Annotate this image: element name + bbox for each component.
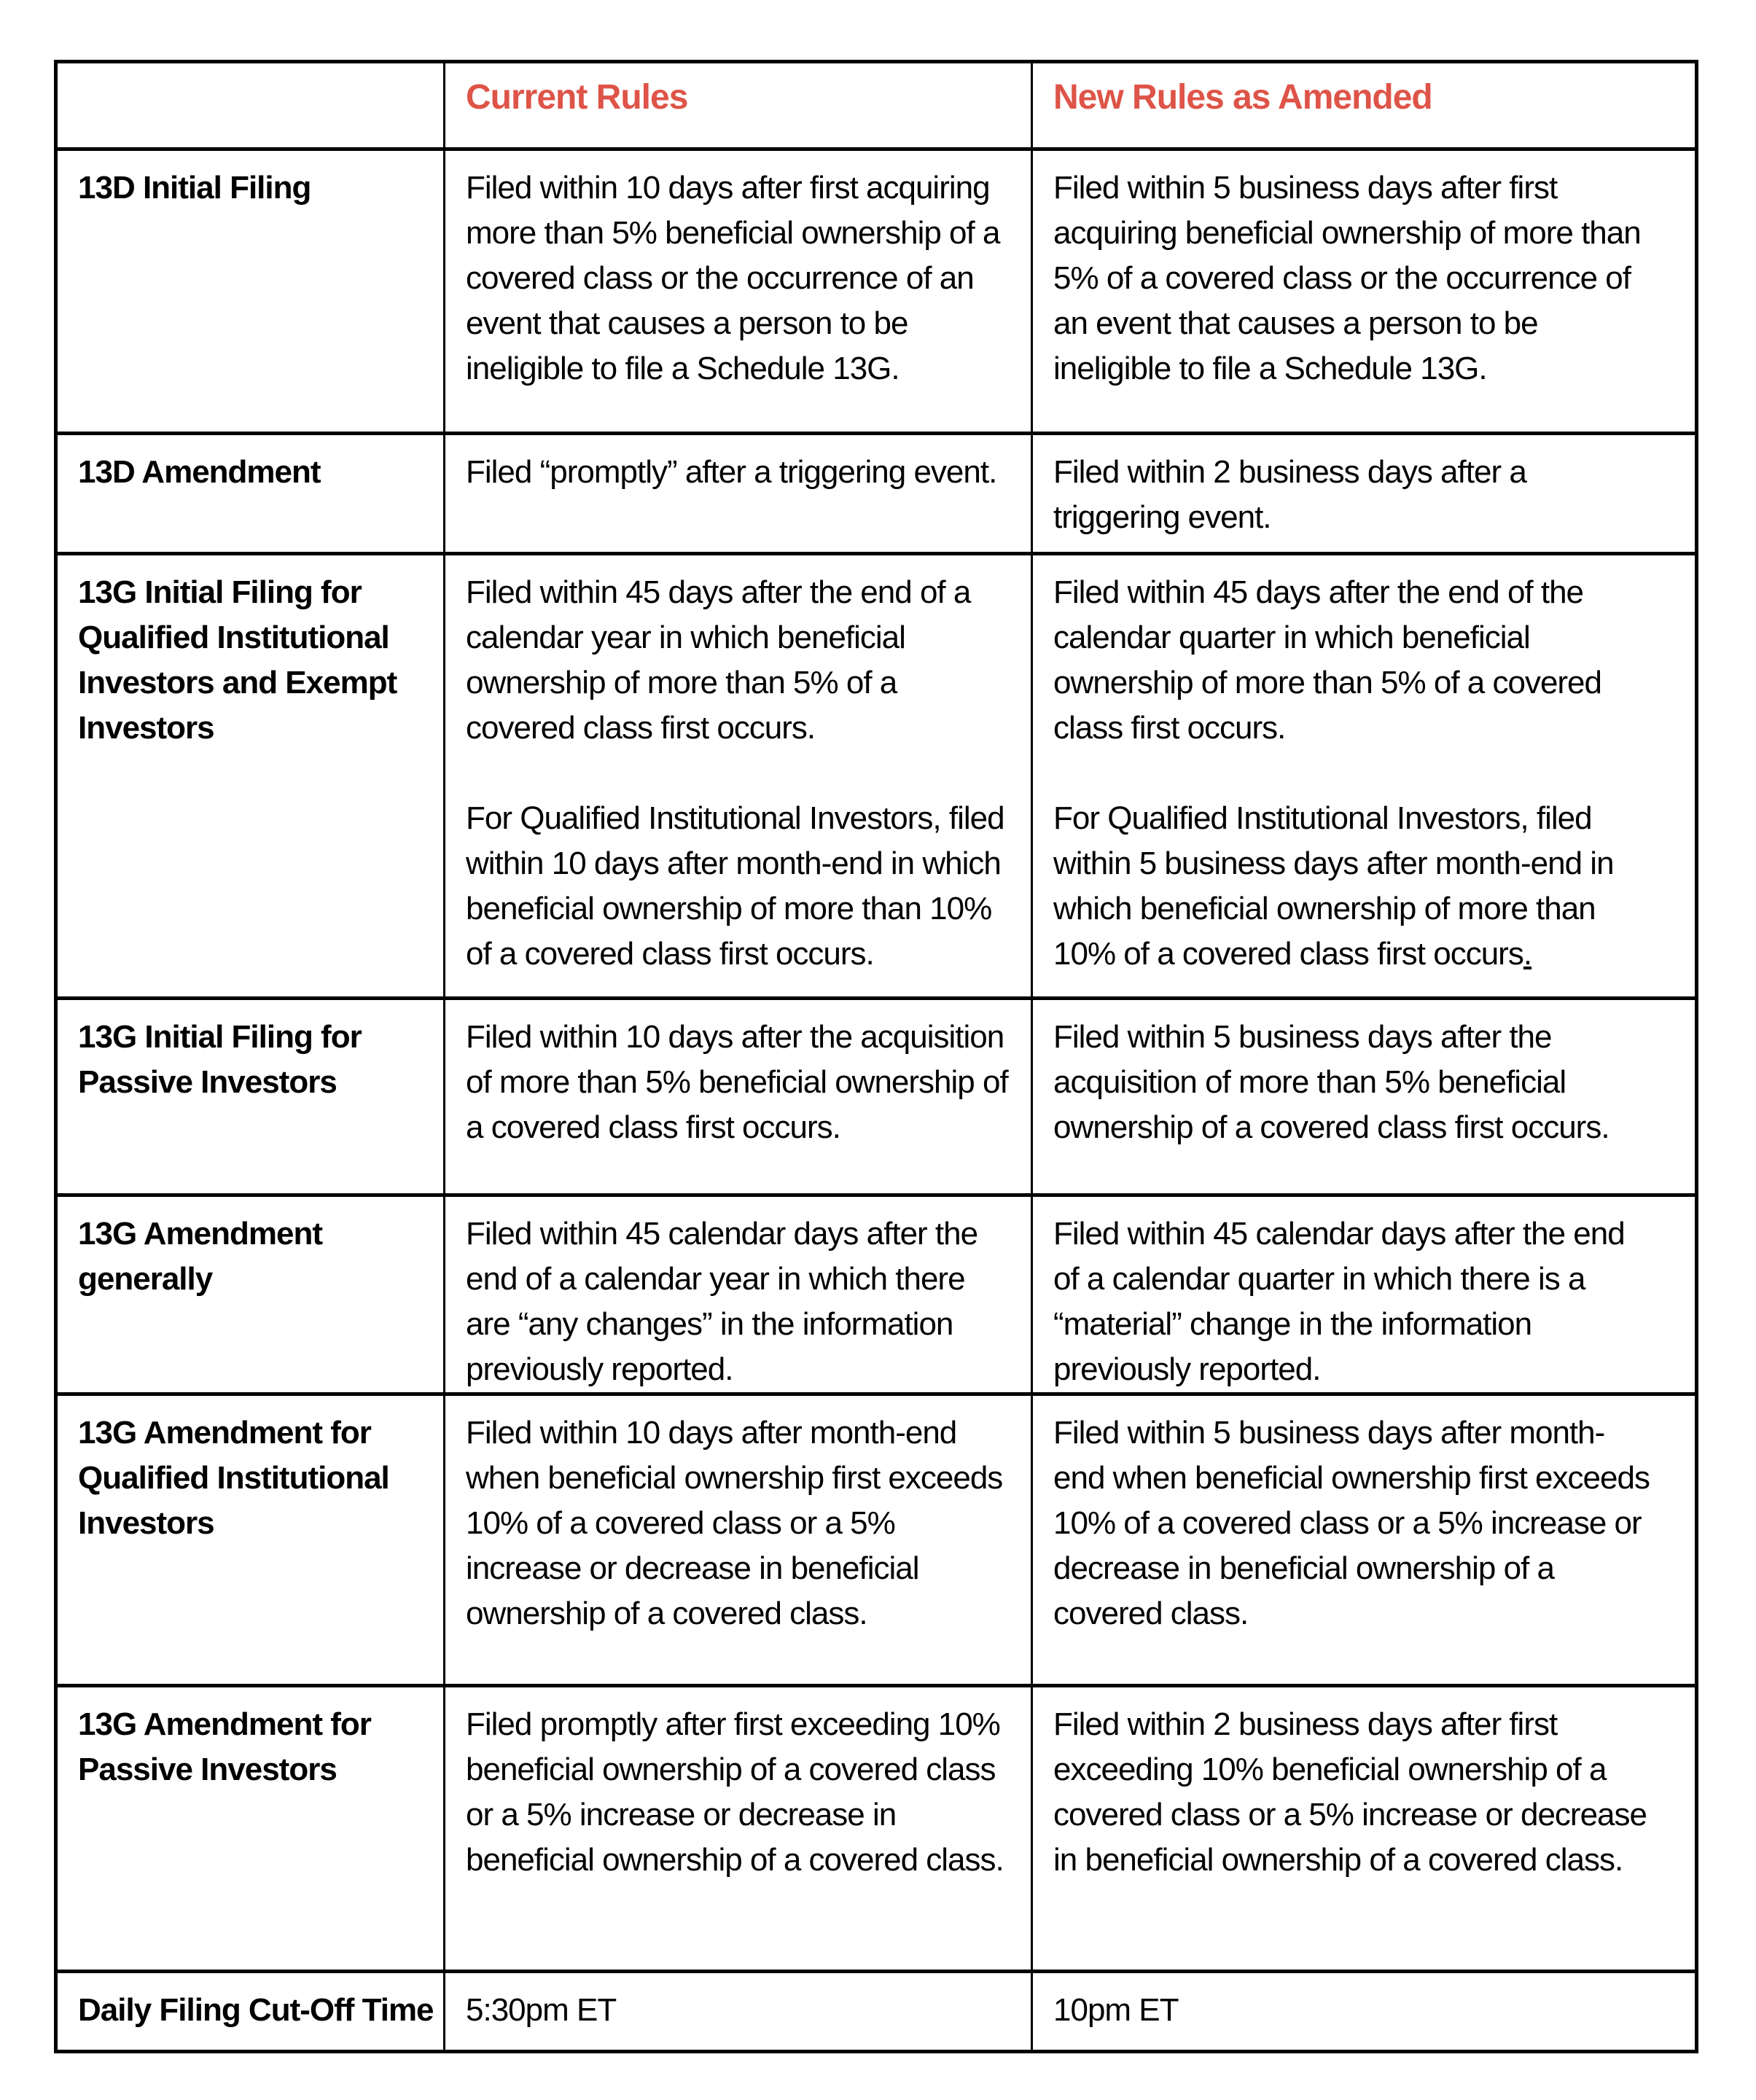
table-row-13g-initial-passive	[56, 999, 1697, 1195]
cell-paragraph: Filed within 5 business days after first acquiring beneficial ownership of more than 5% of a covered class or the occurrence of an event that causes a person to be ineligible to file a Schedule 13G.	[1053, 170, 1641, 386]
table-row-13d-amendment	[56, 434, 1697, 554]
cell-paragraph: Filed within 5 business days after month-end when beneficial ownership first exceeds 10% of a covered class or a 5% increase or decrease in beneficial ownership of a covered class.	[1053, 1415, 1650, 1631]
underlined-period: .	[1523, 936, 1532, 972]
current-rules-cell	[445, 1195, 1032, 1394]
cell-paragraph: 10pm ET	[1053, 1992, 1179, 2028]
row-label: 13G Initial Filing for Qualified Institutional Investors and Exempt Investors	[56, 554, 445, 999]
cell-paragraph: Filed within 2 business days after a triggering event.	[1053, 454, 1526, 535]
cell-paragraph: Filed within 45 calendar days after the end of a calendar quarter in which there is a “material” change in the information previously reported.	[1053, 1216, 1625, 1387]
new-rules-cell	[1032, 999, 1697, 1195]
new-rules-cell	[1032, 554, 1697, 999]
table-row-daily-filing-cutoff	[56, 1972, 1697, 2052]
row-label: 13D Initial Filing	[56, 149, 445, 434]
current-rules-cell	[445, 1686, 1032, 1972]
table-row-13g-amendment-generally	[56, 1195, 1697, 1394]
cell-paragraph: Filed promptly after first exceeding 10% beneficial ownership of a covered class or a 5% increase or decrease in beneficial ownership of a covered class.	[466, 1706, 1004, 1878]
cell-paragraph: Filed within 45 days after the end of the calendar quarter in which beneficial ownership of more than 5% of a covered class first occurs.	[1053, 574, 1602, 746]
cell-paragraph: Filed within 2 business days after first exceeding 10% beneficial ownership of a covered class or a 5% increase or decrease in beneficial ownership of a covered class.	[1053, 1706, 1647, 1878]
new-rules-cell	[1032, 1686, 1697, 1972]
new-rules-cell	[1032, 149, 1697, 434]
header-empty-cell	[56, 62, 445, 149]
cell-paragraph: 5:30pm ET	[466, 1992, 617, 2028]
new-rules-cell	[1032, 1195, 1697, 1394]
new-rules-cell	[1032, 1394, 1697, 1686]
current-rules-cell	[445, 149, 1032, 434]
table-row-13d-initial-filing	[56, 149, 1697, 434]
row-label: 13G Amendment generally	[56, 1195, 445, 1394]
row-label: 13G Amendment for Qualified Institutional Investors	[56, 1394, 445, 1686]
cell-paragraph: Filed within 45 days after the end of a calendar year in which beneficial ownership of more than 5% of a covered class first occurs.	[466, 574, 971, 746]
rules-comparison-table	[54, 60, 1698, 2053]
cell-paragraph: Filed within 45 calendar days after the end of a calendar year in which there are “any changes” in the information previously reported.	[466, 1216, 978, 1387]
new-rules-cell	[1032, 434, 1697, 554]
current-rules-cell	[445, 1972, 1032, 2052]
row-label: 13D Amendment	[56, 434, 445, 554]
row-label: 13G Amendment for Passive Investors	[56, 1686, 445, 1972]
current-rules-cell	[445, 554, 1032, 999]
table-row-13g-amendment-passive	[56, 1686, 1697, 1972]
table-row-13g-amendment-qii	[56, 1394, 1697, 1686]
new-rules-cell	[1032, 1972, 1697, 2052]
cell-paragraph: Filed within 10 days after the acquisition of more than 5% beneficial ownership of a covered class first occurs.	[466, 1019, 1008, 1145]
header-row	[56, 62, 1697, 149]
cell-paragraph: For Qualified Institutional Investors, filed within 10 days after month-end in which beneficial ownership of more than 10% of a covered class first occurs.	[466, 800, 1004, 972]
current-rules-cell	[445, 1394, 1032, 1686]
cell-paragraph: Filed within 10 days after month-end when beneficial ownership first exceeds 10% of a covered class or a 5% increase or decrease in beneficial ownership of a covered class.	[466, 1415, 1003, 1631]
current-rules-cell	[445, 999, 1032, 1195]
row-label: 13G Initial Filing for Passive Investors	[56, 999, 445, 1195]
row-label: Daily Filing Cut-Off Time	[56, 1972, 445, 2052]
cell-paragraph: Filed “promptly” after a triggering event.	[466, 454, 997, 490]
header-current-rules: Current Rules	[445, 62, 1032, 149]
cell-paragraph: For Qualified Institutional Investors, filed within 5 business days after month-end in which beneficial ownership of more than 10% of a covered class first occurs.	[1053, 800, 1614, 972]
table-row-13g-initial-qii-exempt	[56, 554, 1697, 999]
cell-paragraph: Filed within 5 business days after the acquisition of more than 5% beneficial ownership of a covered class first occurs.	[1053, 1019, 1609, 1145]
header-new-rules-as-amended: New Rules as Amended	[1032, 62, 1697, 149]
current-rules-cell	[445, 434, 1032, 554]
cell-paragraph: Filed within 10 days after first acquiring more than 5% beneficial ownership of a covered class or the occurrence of an event that causes a person to be ineligible to file a Schedule 13G.	[466, 170, 1000, 386]
